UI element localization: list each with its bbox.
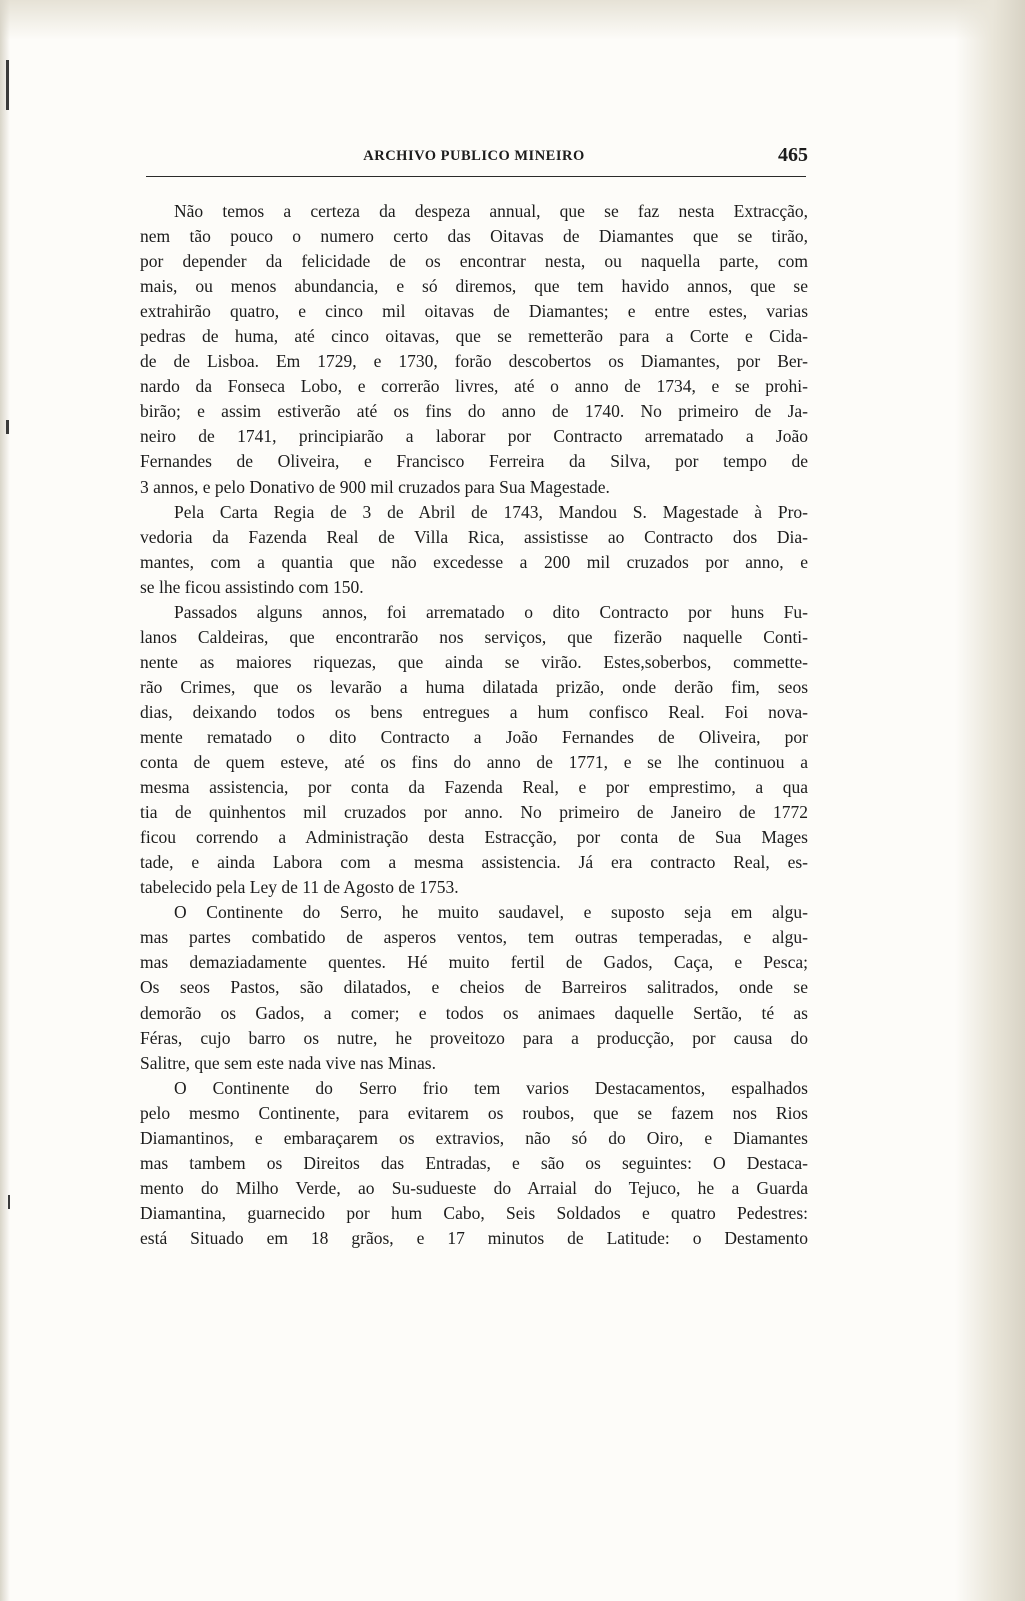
right-edge-shading [955, 0, 1025, 1601]
text-line: mas partes combatido de asperos ventos, tem outras temperadas, e algu- [140, 927, 808, 948]
text-line: se lhe ficou assistindo com 150. [140, 576, 364, 597]
text-line: vedoria da Fazenda Real de Villa Rica, assistisse ao Contracto dos Dia- [140, 526, 808, 547]
text-line: nente as maiores riquezas, que ainda se virão. Estes,soberbos, commette- [140, 651, 808, 672]
text-line: lanos Caldeiras, que encontrarão nos serviços, que fizerão naquelle Conti- [140, 626, 808, 647]
paragraph [140, 900, 808, 1075]
text-line: Os seos Pastos, são dilatados, e cheios de Barreiros salitrados, onde se [140, 977, 808, 998]
margin-mark [8, 1195, 10, 1209]
text-line: rão Crimes, que os levarão a huma dilatada prizão, onde derão fim, seos [140, 676, 808, 697]
paragraph [140, 500, 808, 600]
left-edge-shading [0, 0, 10, 1601]
running-title: ARCHIVO PUBLICO MINEIRO [363, 148, 585, 164]
margin-mark [6, 60, 9, 110]
text-line: mas tambem os Direitos das Entradas, e são os seguintes: O Destaca- [140, 1152, 808, 1173]
text-line: Passados alguns annos, foi arrematado o dito Contracto por huns Fu- [174, 601, 808, 622]
text-line: mantes, com a quantia que não excedesse a 200 mil cruzados por anno, e [140, 551, 808, 572]
text-line: neiro de 1741, principiarão a laborar por Contracto arrematado a João [140, 426, 808, 447]
text-line: por depender da felicidade de os encontrar nesta, ou naquella parte, com [140, 251, 808, 272]
text-line: tabelecido pela Ley de 11 de Agosto de 1753. [140, 877, 459, 898]
body-text [140, 199, 808, 1251]
text-line: conta de quem esteve, até os fins do anno de 1771, e se lhe continuou a [140, 752, 808, 773]
text-line: O Continente do Serro frio tem varios Destacamentos, espalhados [174, 1077, 808, 1098]
margin-mark [6, 420, 9, 434]
text-line: O Continente do Serro, he muito saudavel, e suposto seja em algu- [174, 902, 808, 923]
text-line: dias, deixando todos os bens entregues a hum confisco Real. Foi nova- [140, 701, 808, 722]
text-line: Pela Carta Regia de 3 de Abril de 1743, Mandou S. Magestade à Pro- [174, 501, 808, 522]
text-line: está Situado em 18 grãos, e 17 minutos de Latitude: o Destamento [140, 1227, 808, 1248]
page-number: 465 [778, 144, 808, 166]
text-line: ficou correndo a Administração desta Estracção, por conta de Sua Mages [140, 827, 808, 848]
paragraph [140, 199, 808, 500]
text-line: mento do Milho Verde, ao Su-sudueste do Arraial do Tejuco, he a Guarda [140, 1177, 808, 1198]
text-line: nardo da Fonseca Lobo, e correrão livres, até o anno de 1734, e se prohi- [140, 376, 808, 397]
text-line: Diamantinos, e embaraçarem os extravios, não só do Oiro, e Diamantes [140, 1127, 808, 1148]
text-line: mas demaziadamente quentes. Hé muito fertil de Gados, Caça, e Pesca; [140, 952, 808, 973]
paragraph [140, 600, 808, 901]
text-line: pelo mesmo Continente, para evitarem os roubos, que se fazem nos Rios [140, 1102, 808, 1123]
top-edge-shading [0, 0, 1025, 40]
paragraph [140, 1076, 808, 1251]
text-line: Não temos a certeza da despeza annual, que se faz nesta Extracção, [174, 201, 808, 221]
text-line: tia de quinhentos mil cruzados por anno. No primeiro de Janeiro de 1772 [140, 802, 808, 823]
text-line: Féras, cujo barro os nutre, he proveitozo para a producção, por causa do [140, 1027, 808, 1048]
text-line: Salitre, que sem este nada vive nas Minas. [140, 1052, 436, 1073]
text-line: pedras de huma, até cinco oitavas, que se remetterão para a Corte e Cida- [140, 326, 808, 347]
text-line: extrahirão quatro, e cinco mil oitavas de Diamantes; e entre estes, varias [140, 301, 808, 322]
header-rule [146, 176, 806, 177]
text-line: mesma assistencia, por conta da Fazenda Real, e por emprestimo, a qua [140, 777, 808, 798]
text-line: birão; e assim estiverão até os fins do anno de 1740. No primeiro de Ja- [140, 401, 808, 422]
text-line: nem tão pouco o numero certo das Oitavas de Diamantes que se tirão, [140, 226, 808, 247]
text-line: mente rematado o dito Contracto a João Fernandes de Oliveira, por [140, 726, 808, 747]
text-line: 3 annos, e pelo Donativo de 900 mil cruzados para Sua Magestade. [140, 476, 610, 497]
page-header [140, 146, 808, 172]
text-line: Fernandes de Oliveira, e Francisco Ferreira da Silva, por tempo de [140, 451, 808, 472]
text-line: Diamantina, guarnecido por hum Cabo, Seis Soldados e quatro Pedestres: [140, 1202, 808, 1223]
text-line: mais, ou menos abundancia, e só diremos, que tem havido annos, que se [140, 276, 808, 297]
text-line: demorão os Gados, a comer; e todos os animaes daquelle Sertão, té as [140, 1002, 808, 1023]
text-line: de de Lisboa. Em 1729, e 1730, forão descobertos os Diamantes, por Ber- [140, 351, 808, 372]
text-line: tade, e ainda Labora com a mesma assistencia. Já era contracto Real, es- [140, 852, 808, 873]
